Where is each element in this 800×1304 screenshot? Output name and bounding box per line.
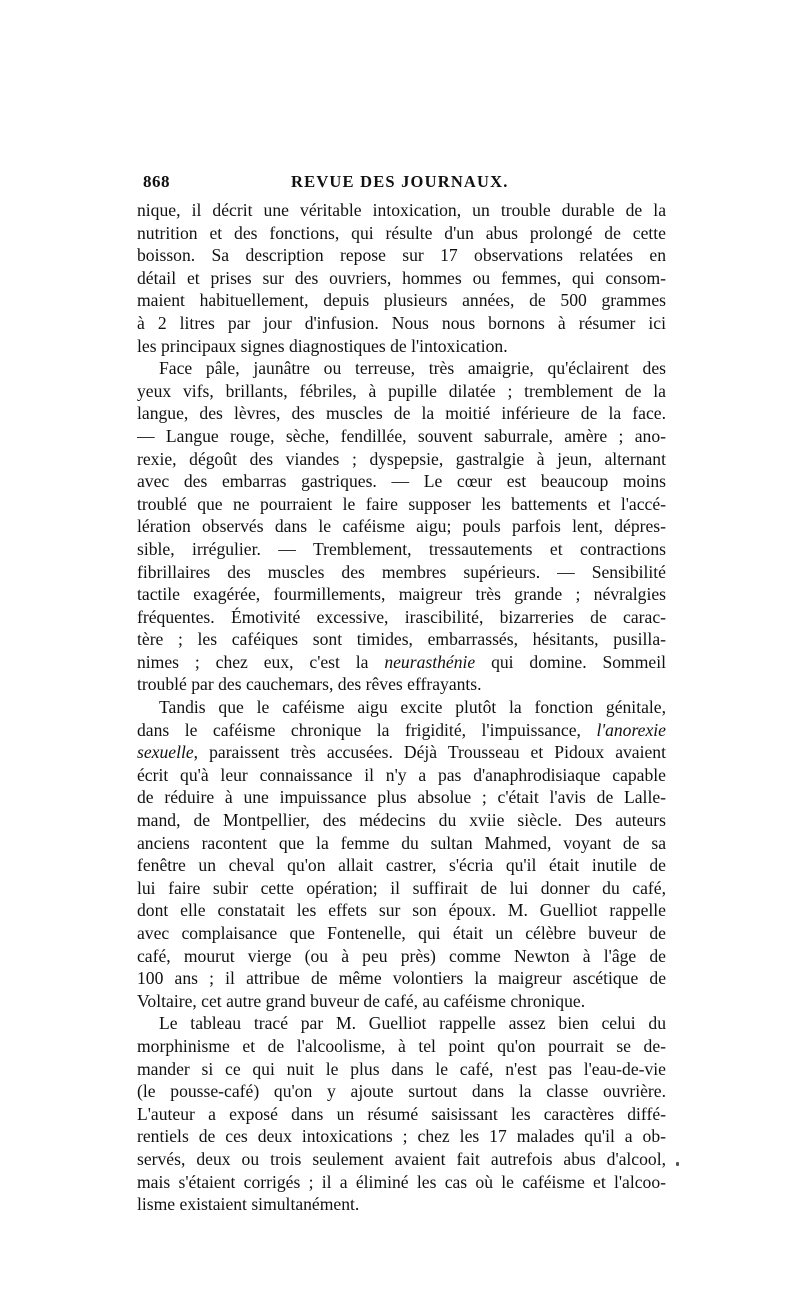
- text-line: maient habituellement, depuis plusieurs années, de 500 grammes: [137, 290, 666, 311]
- text-line: morphinisme et de l'alcoolisme, à tel point qu'on pourrait se de-: [137, 1035, 666, 1056]
- text-line: lui faire subir cette opération; il suffirait de lui donner du café,: [137, 877, 666, 898]
- text-line: écrit qu'à leur connaissance il n'y a pas d'anaphrodisiaque capable: [137, 764, 666, 785]
- italic-term: l'anorexie: [596, 719, 666, 740]
- text-line: fréquentes. Émotivité excessive, irascibilité, bizarreries de carac-: [137, 606, 666, 627]
- text-line: tère ; les caféiques sont timides, embarrassés, hésitants, pusilla-: [137, 629, 666, 650]
- text-line: lération observés dans le caféisme aigu; pouls parfois lent, dépres-: [137, 516, 666, 537]
- text-run: qui domine. Sommeil: [475, 651, 666, 672]
- italic-term: sexuelle: [137, 742, 194, 763]
- text-line: 100 ans ; il attribue de même volontiers la maigreur ascétique de: [137, 968, 666, 989]
- text-line: boisson. Sa description repose sur 17 observations relatées en: [137, 245, 666, 266]
- text-line: Le tableau tracé par M. Guelliot rappelle assez bien celui du: [159, 1013, 666, 1034]
- text-line: avec des embarras gastriques. — Le cœur est beaucoup moins: [137, 471, 666, 492]
- text-line: (le pousse-café) qu'on y ajoute surtout dans la classe ouvrière.: [137, 1081, 666, 1102]
- text-line: troublé que ne pourraient le faire supposer les battements et l'accé-: [137, 493, 666, 514]
- running-head: [143, 172, 665, 196]
- text-line: Voltaire, cet autre grand buveur de café, au caféisme chronique.: [137, 990, 586, 1011]
- text-line-with-italic: [137, 719, 666, 742]
- text-line: yeux vifs, brillants, fébriles, à pupille dilatée ; tremblement de la: [137, 380, 666, 401]
- text-line-with-italic: [137, 741, 666, 764]
- text-line: les principaux signes diagnostiques de l'intoxication.: [137, 335, 508, 356]
- margin-speck: [676, 1162, 679, 1166]
- italic-term: neurasthénie: [384, 651, 476, 672]
- article-text: [137, 199, 666, 1216]
- text-line: — Langue rouge, sèche, fendillée, souvent saburrale, amère ; ano-: [137, 425, 666, 446]
- text-line: de réduire à une impuissance plus absolue ; c'était l'avis de Lalle-: [137, 787, 666, 808]
- text-line: tactile exagérée, fourmillements, maigreur très grande ; névralgies: [137, 584, 666, 605]
- text-line: fibrillaires des muscles des membres supérieurs. — Sensibilité: [137, 561, 666, 582]
- text-line: servés, deux ou trois seulement avaient fait autrefois abus d'alcool,: [137, 1148, 666, 1169]
- text-line: nique, il décrit une véritable intoxication, un trouble durable de la: [137, 200, 666, 220]
- text-line: Tandis que le caféisme aigu excite plutôt la fonction génitale,: [159, 697, 666, 718]
- text-line: à 2 litres par jour d'infusion. Nous nous bornons à résumer ici: [137, 312, 666, 333]
- text-line: mand, de Montpellier, des médecins du xviie siècle. Des auteurs: [137, 810, 666, 831]
- text-line: avec complaisance que Fontenelle, qui était un célèbre buveur de: [137, 923, 666, 943]
- text-line: sible, irrégulier. — Tremblement, tressautements et contractions: [137, 538, 666, 559]
- text-line: lisme existaient simultanément.: [137, 1194, 360, 1215]
- text-run: nimes ; chez eux, c'est la: [137, 651, 385, 672]
- text-run: dans le caféisme chronique la frigidité, l'impuissance,: [137, 719, 597, 740]
- text-line: rentiels de ces deux intoxications ; chez les 17 malades qu'il a ob-: [137, 1126, 666, 1147]
- text-line: troublé par des cauchemars, des rêves effrayants.: [137, 674, 482, 695]
- text-line-with-italic: [137, 651, 666, 674]
- text-run: , paraissent très accusées. Déjà Trousseau et Pidoux avaient: [193, 742, 666, 763]
- text-line: L'auteur a exposé dans un résumé saisissant les caractères diffé-: [137, 1103, 666, 1124]
- page-number: 868: [143, 172, 170, 191]
- text-line: fenêtre un cheval qu'on allait castrer, s'écria qu'il était inutile de: [137, 855, 666, 876]
- text-line: dont elle constatait les effets sur son époux. M. Guelliot rappelle: [137, 900, 666, 921]
- text-line: mander si ce qui nuit le plus dans le café, n'est pas l'eau-de-vie: [137, 1058, 666, 1079]
- text-line: anciens racontent que la femme du sultan Mahmed, voyant de sa: [137, 832, 666, 853]
- text-line: détail et prises sur des ouvriers, hommes ou femmes, qui consom-: [137, 267, 666, 288]
- text-line: café, mourut vierge (ou à peu près) comme Newton à l'âge de: [137, 945, 666, 966]
- text-line: mais s'étaient corrigés ; il a éliminé les cas où le caféisme et l'alcoo-: [137, 1171, 666, 1192]
- text-line: Face pâle, jaunâtre ou terreuse, très amaigrie, qu'éclairent des: [159, 358, 666, 379]
- text-line: nutrition et des fonctions, qui résulte d'un abus prolongé de cette: [137, 222, 666, 243]
- text-line: rexie, dégoût des viandes ; dyspepsie, gastralgie à jeun, alternant: [137, 448, 666, 469]
- text-line: langue, des lèvres, des muscles de la moitié inférieure de la face.: [137, 403, 666, 424]
- journal-title: REVUE DES JOURNAUX.: [291, 172, 509, 191]
